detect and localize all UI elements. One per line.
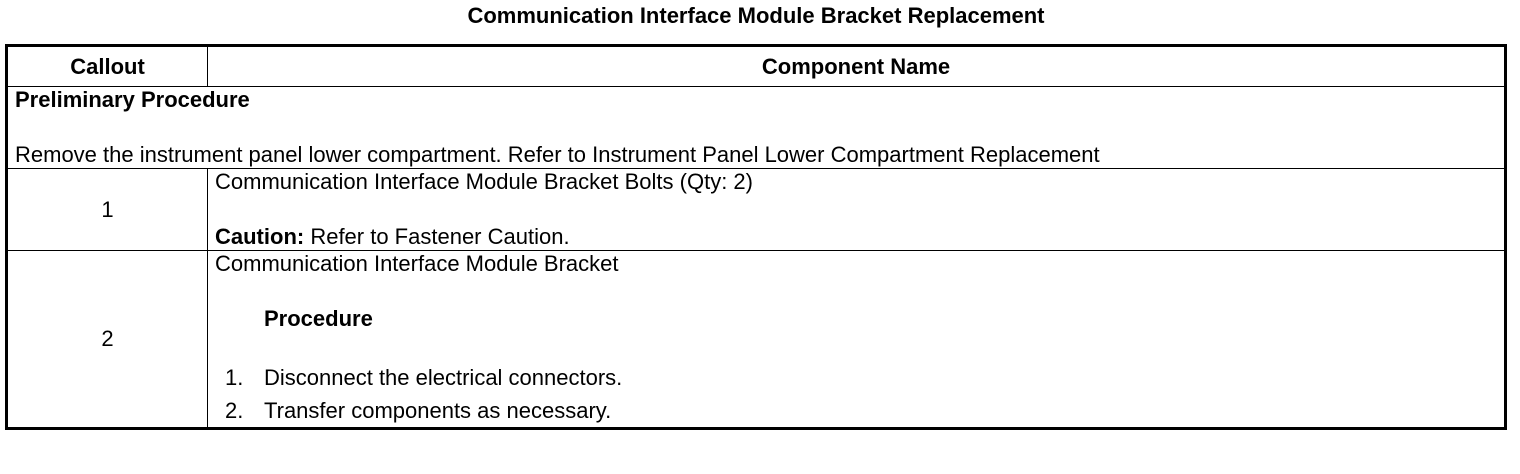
caution-note	[215, 224, 1497, 250]
component-cell	[208, 251, 1506, 429]
preliminary-cell	[7, 87, 1506, 169]
procedure-steps	[215, 361, 1497, 427]
component-name: Communication Interface Module Bracket Bolts (Qty: 2)	[215, 169, 753, 194]
preliminary-row	[7, 87, 1506, 169]
step-number: 1.	[225, 365, 244, 390]
callout-number: 2	[7, 251, 208, 429]
document-title: Communication Interface Module Bracket Replacement	[467, 3, 1045, 28]
callout-number: 1	[7, 169, 208, 251]
column-header-component-name: Component Name	[208, 46, 1506, 87]
preliminary-text: Remove the instrument panel lower compartment. Refer to Instrument Panel Lower Compartment Replacement	[15, 142, 1100, 167]
list-item	[215, 394, 1497, 427]
table-row	[7, 169, 1506, 251]
caution-text: Refer to Fastener Caution.	[304, 224, 570, 249]
list-item	[215, 361, 1497, 394]
step-text: Transfer components as necessary.	[264, 398, 612, 423]
step-text: Disconnect the electrical connectors.	[264, 365, 623, 390]
column-header-callout: Callout	[7, 46, 208, 87]
caution-label: Caution:	[215, 224, 305, 249]
table-row	[7, 251, 1506, 429]
preliminary-title: Preliminary Procedure	[15, 87, 250, 112]
component-cell	[208, 169, 1506, 251]
procedure-heading: Procedure	[264, 306, 373, 331]
table-header-row	[7, 46, 1506, 87]
component-table	[5, 44, 1507, 430]
step-number: 2.	[225, 398, 244, 423]
component-name: Communication Interface Module Bracket	[215, 251, 619, 276]
